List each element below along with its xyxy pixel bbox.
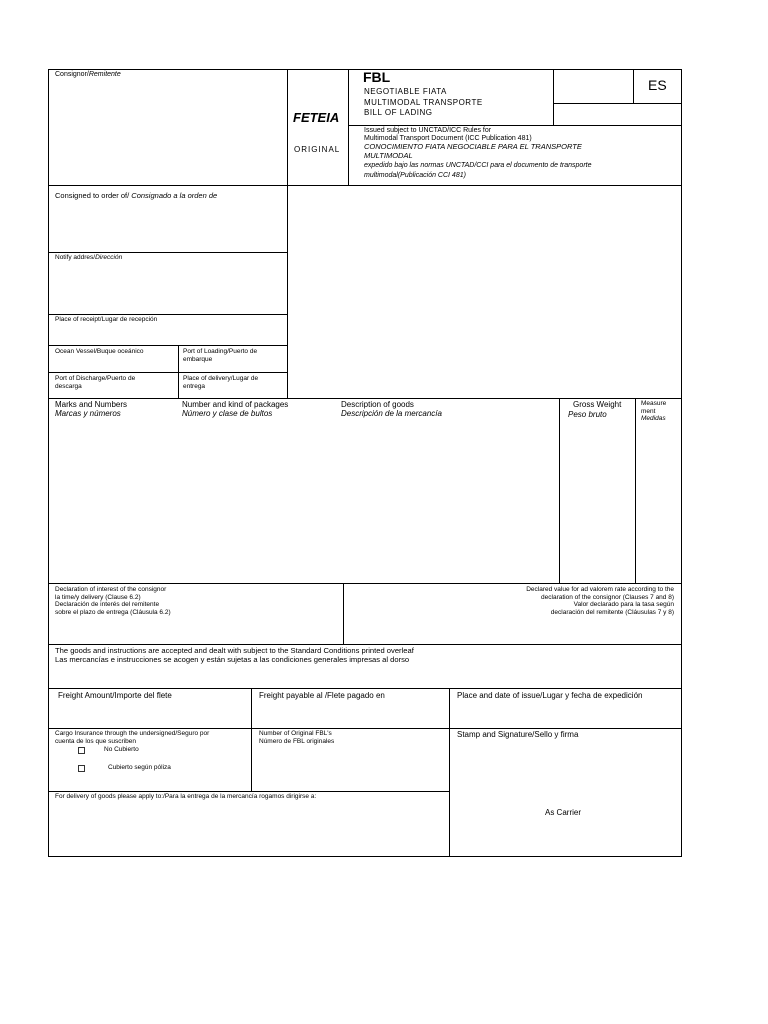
cargo-insurance-label: Cargo Insurance through the undersigned/Seguro por cuenta de los que suscriben — [55, 730, 210, 745]
divider-title-bottom — [348, 125, 682, 126]
title-line-1: NEGOTIABLE FIATA — [364, 87, 447, 96]
divider-es-bottom — [553, 103, 682, 104]
divider-conditions-bottom — [48, 688, 682, 689]
conditions-es: Las mercancías e instrucciones se acogen y están sujetas a las condiciones generales impresas al dorso — [55, 655, 410, 664]
divider-footer-row — [48, 728, 682, 729]
place-receipt-label: Place of receipt/Lugar de recepción — [55, 316, 158, 323]
marks-header: Marks and Numbers Marcas y números — [55, 400, 128, 418]
place-date-issue-label: Place and date of issue/Lugar y fecha de expedición — [457, 691, 643, 700]
divider-declarations — [343, 583, 344, 645]
port-loading-label: Port of Loading/Puerto de embarque — [183, 348, 258, 363]
divider-goods-top — [48, 398, 682, 399]
issued-line-1: Issued subject to UNCTAD/ICC Rules for — [364, 127, 492, 134]
ocean-vessel-label: Ocean Vessel/Buque oceánico — [55, 348, 144, 355]
border-bottom — [48, 856, 682, 857]
border-right — [681, 69, 682, 857]
delivery-apply-label: For delivery of goods please apply to:/Para la entrega de la mercancía rogamos dirigirse a: — [55, 793, 317, 800]
stamp-signature-label: Stamp and Signature/Sello y firma — [457, 730, 579, 739]
border-left — [48, 69, 49, 857]
divider-ports — [178, 345, 179, 399]
not-covered-checkbox[interactable] — [78, 747, 85, 754]
covered-checkbox[interactable] — [78, 765, 85, 772]
divider-goods-bottom — [48, 583, 682, 584]
gross-weight-header: Gross Weight — [573, 400, 622, 409]
packages-header: Number and kind of packages Número y clase de bultos — [182, 400, 289, 418]
peso-bruto-header: Peso bruto — [568, 410, 607, 419]
notify-label: Notify addres/Dirección — [55, 254, 123, 261]
feteia-logo: FETEIA — [293, 110, 340, 125]
measurement-header: Measure ment Medidas — [641, 400, 667, 422]
issued-es-line-4: multimodal(Publicación CCI 481) — [364, 172, 466, 179]
fbl-title: FBL — [363, 69, 391, 85]
issued-line-2: Multimodal Transport Document (ICC Publication 481) — [364, 135, 532, 142]
consigned-label: Consigned to order of/ Consignado a la orden de — [55, 191, 218, 200]
divider-delivery-top — [48, 791, 450, 792]
declaration-interest: Declaration of interest of the consignor la time/y delivery (Clause 6.2) Declaración de interés del remitente sobre el plazo de entrega (Cláusula 6.2) — [55, 586, 171, 616]
number-fbl-label: Number of Original FBL's Número de FBL originales — [259, 730, 335, 745]
divider-header-bottom — [48, 185, 682, 186]
divider-measure — [635, 398, 636, 584]
divider-conditions-top — [48, 644, 682, 645]
divider-consigned — [48, 252, 288, 253]
divider-gross — [559, 398, 560, 584]
divider-footer-2 — [449, 688, 450, 857]
divider-vessel — [48, 372, 288, 373]
original-label: ORIGINAL — [294, 145, 341, 154]
issued-es-line-3: expedido bajo las normas UNCTAD/CCI para el documento de transporte — [364, 162, 592, 169]
conditions-en: The goods and instructions are accepted and dealt with subject to the Standard Conditions printed overleaf — [55, 646, 414, 655]
freight-amount-label: Freight Amount/Importe del flete — [58, 691, 172, 700]
divider-receipt — [48, 345, 288, 346]
covered-label: Cubierto según póliza — [108, 764, 171, 771]
divider-header-mid — [287, 69, 288, 399]
title-line-2: MULTIMODAL TRANSPORTE — [364, 98, 483, 107]
divider-footer-1 — [251, 688, 252, 792]
issued-es-line-2: MULTIMODAL — [364, 151, 413, 160]
country-code: ES — [648, 77, 667, 93]
issued-es-line-1: CONOCIMIENTO FIATA NEGOCIABLE PARA EL TRANSPORTE — [364, 142, 582, 151]
description-header: Description of goods Descripción de la mercancía — [341, 400, 442, 418]
title-line-3: BILL OF LADING — [364, 108, 433, 117]
consignor-label: Consignor/Remitente — [55, 71, 121, 78]
divider-header-logo — [348, 69, 349, 185]
freight-payable-label: Freight payable al /Flete pagado en — [259, 691, 385, 700]
place-delivery-label: Place of delivery/Lugar de entrega — [183, 375, 259, 390]
divider-header-es — [633, 69, 634, 103]
divider-header-fbl — [553, 69, 554, 125]
port-discharge-label: Port of Discharge/Puerto de descarga — [55, 375, 136, 390]
declared-value: Declared value for ad valorem rate according to the declaration of the consignor (Clauses 7 and 8) Valor declarado para la tasa según declaración del remitente (Cláusulas 7 y 8) — [526, 586, 674, 616]
as-carrier-label: As Carrier — [545, 808, 582, 817]
divider-notify — [48, 314, 288, 315]
not-covered-label: No Cubierto — [104, 746, 139, 753]
